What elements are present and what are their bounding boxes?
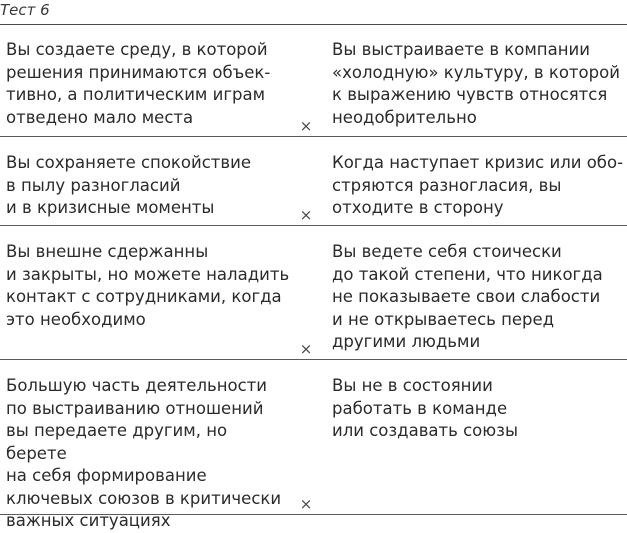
table-row [0,226,627,360]
table-row [0,137,627,226]
row-2-left-statement: Вы сохраняете спокойствие в пылу разногласий и в кризисные моменты [6,153,252,217]
comparison-table [0,25,627,530]
test-title: Тест 6 [0,1,50,19]
row-4-left-statement: Большую часть деятельности по выстраиванию отношений вы передаете другим, но берете на себя формирование ключевых союзов в критически важных ситуациях [6,376,282,530]
row-3-left-statement: Вы внешне сдержанны и закрыты, но можете наладить контакт с сотрудниками, когда это необходимо [6,242,290,329]
cross-icon: × [299,206,313,224]
table-row [0,360,627,530]
row-2-right-statement: Когда наступает кризис или обо- стряются разногласия, вы отходите в сторону [332,153,624,217]
row-1-left-statement: Вы создаете среду, в которой решения принимаются объек- тивно, а политическим играм отведено мало места [6,40,271,127]
row-1-right-statement: Вы выстраиваете в компании «холодную» культуру, в которой к выражению чувств относятся неодобрительно [332,40,620,127]
cross-icon: × [299,495,313,513]
row-4-right-statement: Вы не в состоянии работать в команде или создавать союзы [332,376,518,440]
row-3-right-statement: Вы ведете себя стоически до такой степени, что никогда не показываете свои слабости и не открываетесь перед другими людьми [332,242,603,351]
cross-icon: × [299,340,313,358]
cross-icon: × [299,117,313,135]
table-row [0,25,627,137]
